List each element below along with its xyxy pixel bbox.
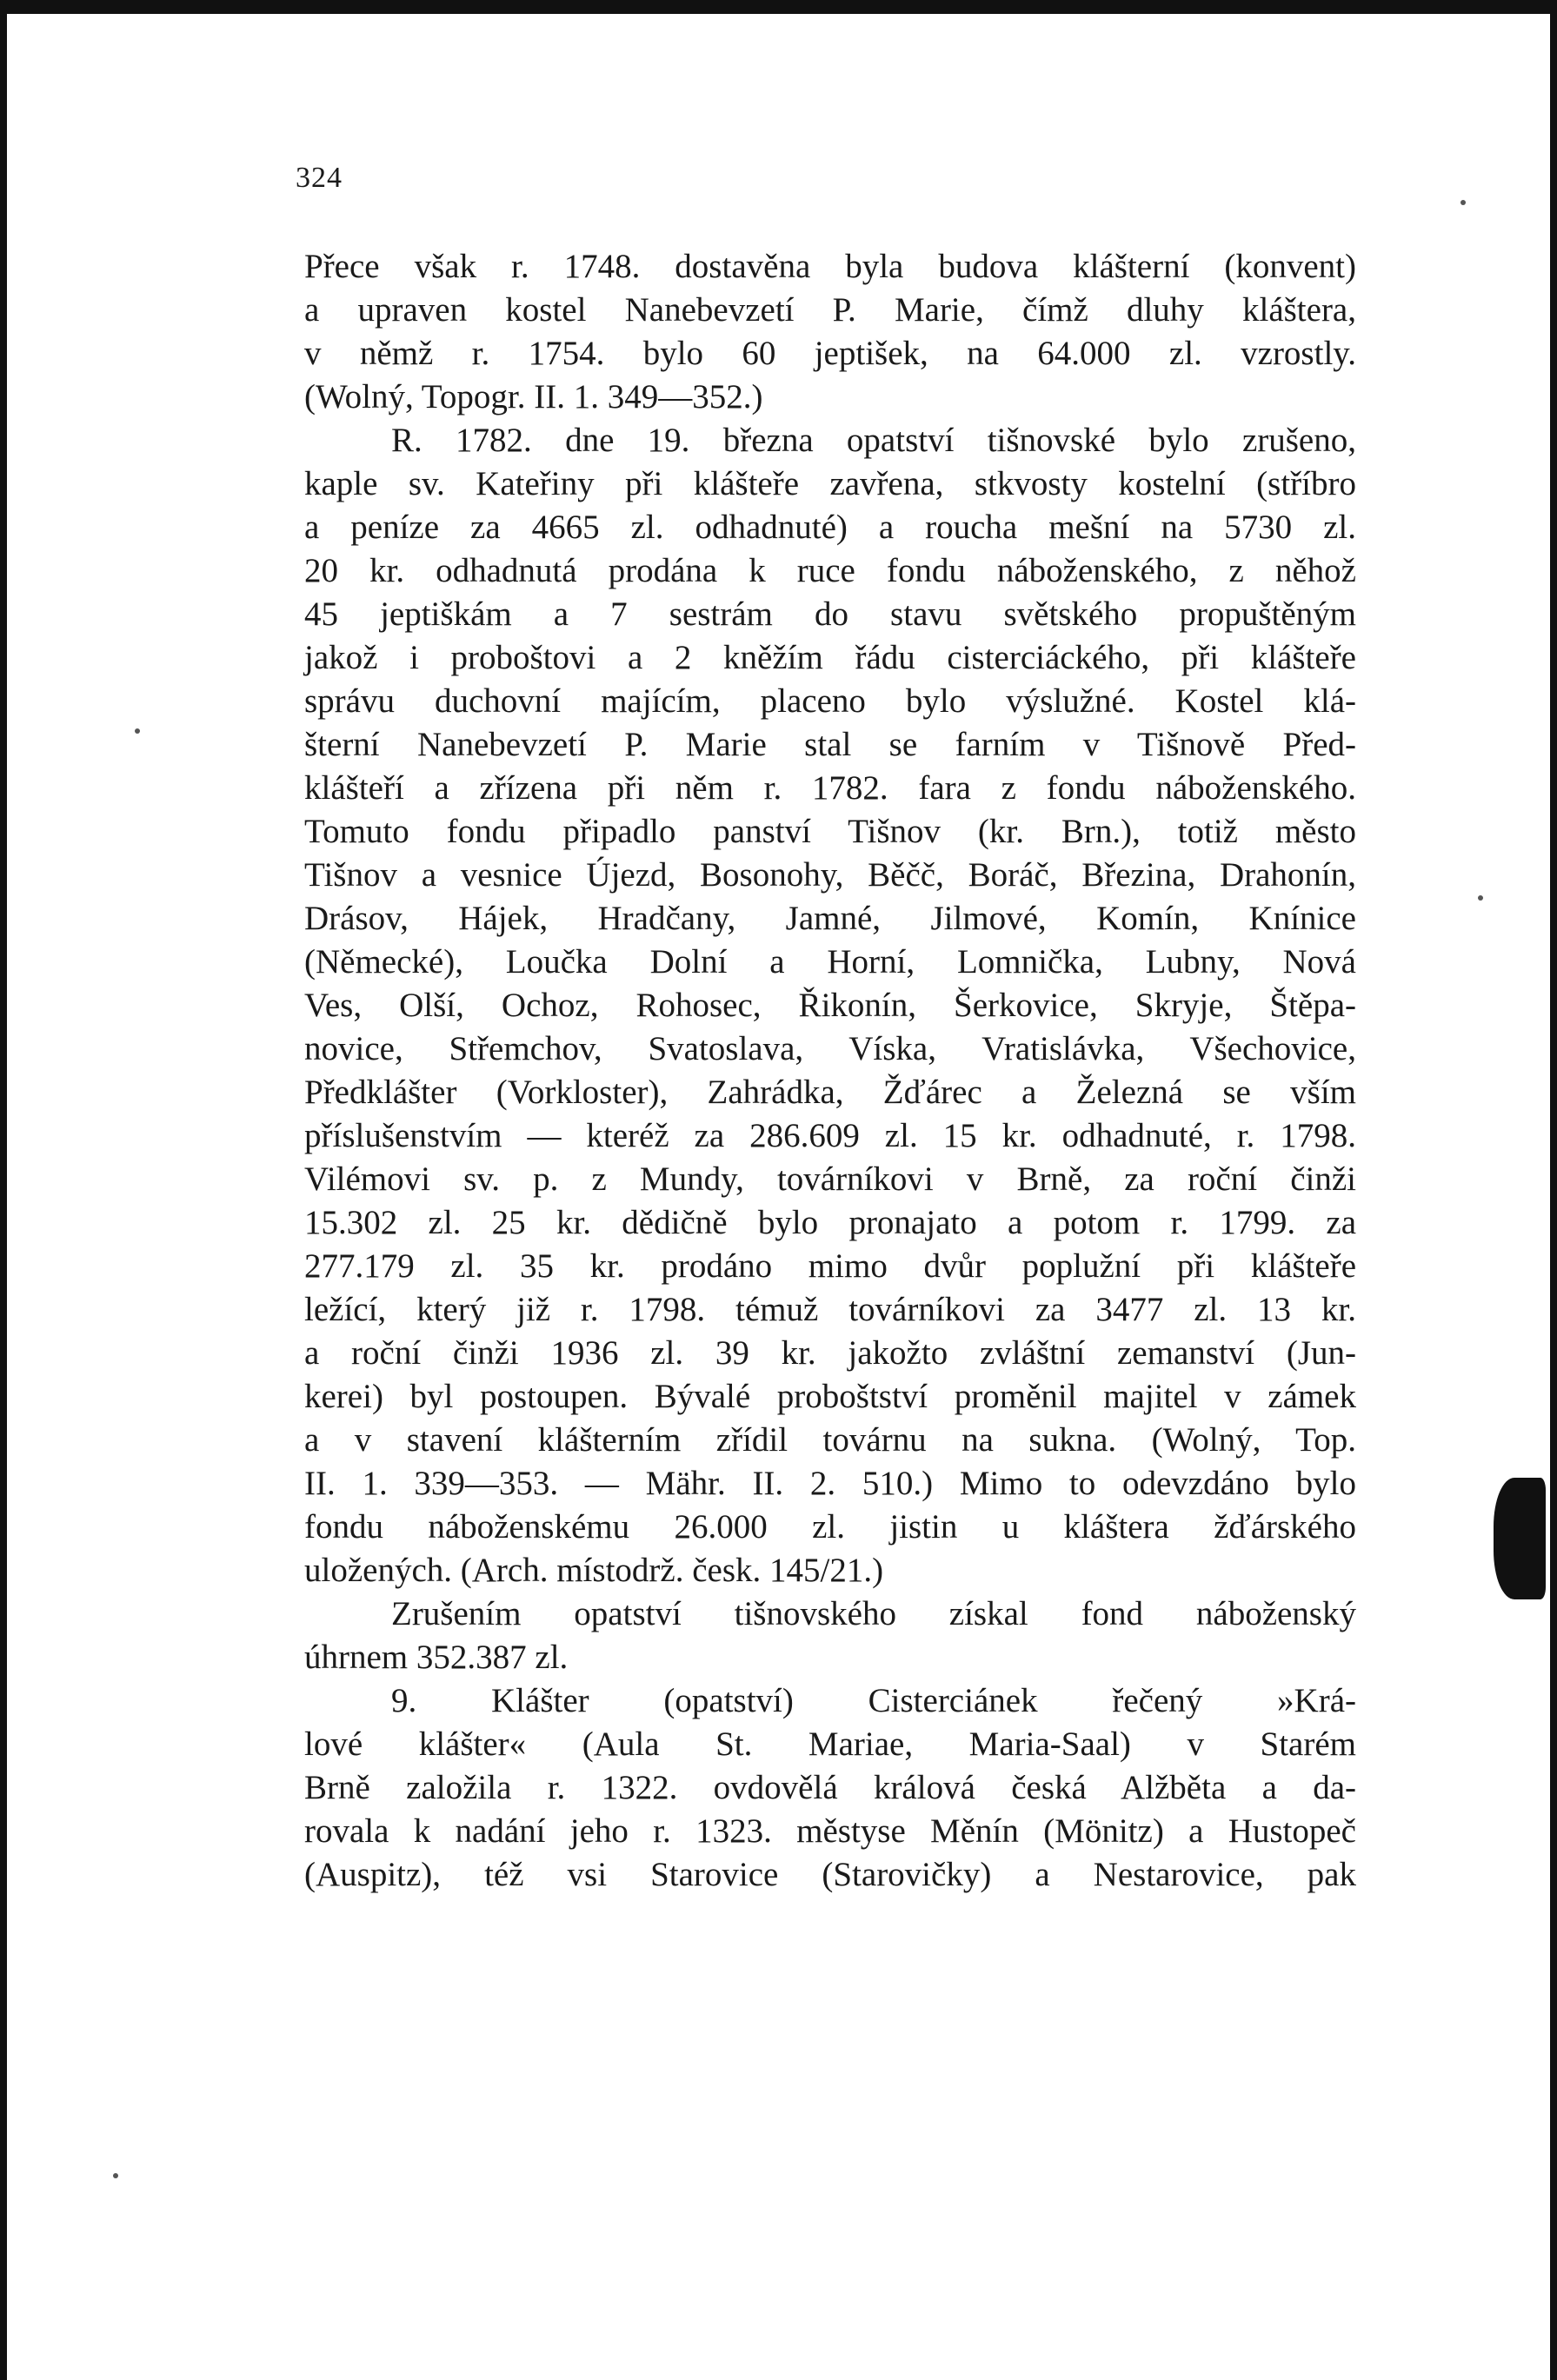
scan-border-right — [1550, 0, 1557, 2380]
text-line: a upraven kostel Nanebevzetí P. Marie, čímž dluhy kláštera, — [304, 291, 1356, 329]
text-line: novice, Střemchov, Svatoslava, Víska, Vratislávka, Všechovice, — [304, 1030, 1356, 1067]
text-line: a roční činži 1936 zl. 39 kr. jakožto zvláštní zemanství (Jun- — [304, 1334, 1356, 1372]
text-line: II. 1. 339—353. — Mähr. II. 2. 510.) Mimo to odevzdáno bylo — [304, 1465, 1356, 1502]
text-line: uložených. (Arch. místodrž. česk. 145/21.) — [304, 1552, 884, 1589]
scan-speck — [1478, 895, 1483, 901]
text-line: (Německé), Loučka Dolní a Horní, Lomnička, Lubny, Nová — [304, 943, 1356, 981]
text-line: R. 1782. dne 19. března opatství tišnovské bylo zrušeno, — [391, 422, 1356, 459]
text-line: 9. Klášter (opatství) Cisterciánek řečený »Krá- — [391, 1682, 1356, 1719]
text-line: jakož i proboštovi a 2 kněžím řádu cisterciáckého, při klášteře — [304, 639, 1356, 676]
text-line: Tomuto fondu připadlo panství Tišnov (kr. Brn.), totiž město — [304, 813, 1356, 850]
text-line: 45 jeptiškám a 7 sestrám do stavu světského propuštěným — [304, 595, 1356, 633]
body-text — [304, 245, 1356, 1897]
text-line: ležící, který již r. 1798. témuž továrníkovi za 3477 zl. 13 kr. — [304, 1291, 1356, 1328]
text-line: příslušenstvím — kteréž za 286.609 zl. 15 kr. odhadnuté, r. 1798. — [304, 1117, 1356, 1154]
text-line: (Wolný, Topogr. II. 1. 349—352.) — [304, 378, 763, 416]
text-line: Zrušením opatství tišnovského získal fond náboženský — [391, 1595, 1356, 1632]
text-line: lové klášter« (Aula St. Mariae, Maria-Saal) v Starém — [304, 1725, 1356, 1763]
text-line: klášteří a zřízena při něm r. 1782. fara z fondu náboženského. — [304, 769, 1356, 807]
text-line: Drásov, Hájek, Hradčany, Jamné, Jilmové, Komín, Knínice — [304, 900, 1356, 937]
text-line: 20 kr. odhadnutá prodána k ruce fondu náboženského, z něhož — [304, 552, 1356, 589]
text-line: Tišnov a vesnice Újezd, Bosonohy, Běčč, Boráč, Březina, Drahonín, — [304, 856, 1356, 894]
scan-speck — [1461, 200, 1466, 205]
text-line: šterní Nanebevzetí P. Marie stal se farním v Tišnově Před- — [304, 726, 1356, 763]
scan-border-left — [0, 0, 7, 2380]
text-line: Přece však r. 1748. dostavěna byla budova klášterní (konvent) — [304, 248, 1356, 285]
text-line: v němž r. 1754. bylo 60 jeptišek, na 64.000 zl. vzrostly. — [304, 335, 1356, 372]
text-line: kaple sv. Kateřiny při klášteře zavřena, stkvosty kostelní (stříbro — [304, 465, 1356, 502]
text-line: 277.179 zl. 35 kr. prodáno mimo dvůr poplužní při klášteře — [304, 1247, 1356, 1285]
text-line: fondu náboženskému 26.000 zl. jistin u kláštera žďárského — [304, 1508, 1356, 1546]
scan-speck — [135, 728, 140, 734]
text-line: 15.302 zl. 25 kr. dědičně bylo pronajato a potom r. 1799. za — [304, 1204, 1356, 1241]
text-line: rovala k nadání jeho r. 1323. městyse Měnín (Mönitz) a Hustopeč — [304, 1812, 1356, 1850]
text-line: Ves, Olší, Ochoz, Rohosec, Řikonín, Šerkovice, Skryje, Štěpa- — [304, 987, 1356, 1024]
text-line: a v stavení klášterním zřídil továrnu na sukna. (Wolný, Top. — [304, 1421, 1356, 1459]
scan-speck — [113, 2173, 118, 2178]
page-number: 324 — [296, 162, 343, 194]
scan-border-top — [0, 0, 1557, 14]
text-line: správu duchovní majícím, placeno bylo výslužné. Kostel klá- — [304, 682, 1356, 720]
text-line: Předklášter (Vorkloster), Zahrádka, Žďárec a Železná se vším — [304, 1074, 1356, 1111]
text-line: Vilémovi sv. p. z Mundy, továrníkovi v Brně, za roční činži — [304, 1160, 1356, 1198]
text-line: Brně založila r. 1322. ovdovělá králová česká Alžběta a da- — [304, 1769, 1356, 1806]
text-line: a peníze za 4665 zl. odhadnuté) a roucha mešní na 5730 zl. — [304, 509, 1356, 546]
scan-artifact — [1494, 1478, 1546, 1599]
text-line: úhrnem 352.387 zl. — [304, 1639, 569, 1676]
text-line: (Auspitz), též vsi Starovice (Starovičky) a Nestarovice, pak — [304, 1856, 1356, 1893]
text-line: kerei) byl postoupen. Bývalé proboštství proměnil majitel v zámek — [304, 1378, 1356, 1415]
